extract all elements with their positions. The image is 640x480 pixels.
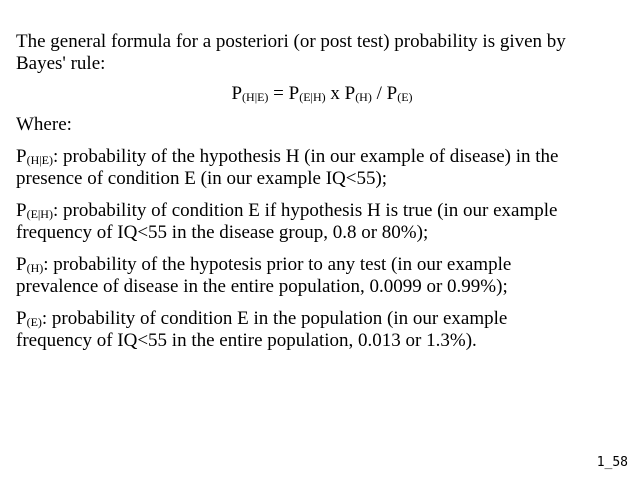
where-label: Where: <box>16 113 72 135</box>
formula-p-evidence: P <box>386 83 398 104</box>
definition-likelihood <box>16 200 628 243</box>
formula-sub-e: (E) <box>397 90 413 104</box>
formula-sub-e-given-h: (E|H) <box>299 90 326 104</box>
slide-number: 1_58 <box>596 455 628 470</box>
definition-line-2: frequency of IQ<55 in the disease group, 0.8 or 80%); <box>16 221 429 243</box>
definition-line-1: : probability of the hypotesis prior to any test (in our example <box>43 254 512 275</box>
intro-line-1: The general formula for a posteriori (or post test) probability is given by <box>16 31 566 52</box>
definition-prior <box>16 254 628 297</box>
definition-line-2: presence of condition E (in our example IQ<55); <box>16 167 388 189</box>
definition-symbol: P <box>16 308 27 329</box>
definition-evidence <box>16 308 628 351</box>
definition-symbol: P <box>16 254 27 275</box>
formula-sub-h: (H) <box>355 90 372 104</box>
definition-line-1: : probability of condition E if hypothesis H is true (in our example <box>52 200 558 221</box>
bayes-formula <box>16 83 628 105</box>
definition-line-1: : probability of the hypothesis H (in our example of disease) in the <box>52 146 559 167</box>
definition-subscript: (E|H) <box>26 207 53 221</box>
intro-paragraph <box>16 31 628 74</box>
definition-symbol: P <box>16 146 27 167</box>
definition-subscript: (H|E) <box>26 153 53 167</box>
formula-p-posterior: P <box>231 83 243 104</box>
formula-equals: = <box>268 83 289 104</box>
definition-symbol: P <box>16 200 27 221</box>
slide-content <box>16 31 628 362</box>
definition-line-2: prevalence of disease in the entire population, 0.0099 or 0.99%); <box>16 275 508 297</box>
definition-posterior <box>16 146 628 189</box>
formula-p-likelihood: P <box>288 83 300 104</box>
definition-line-2: frequency of IQ<55 in the entire population, 0.013 or 1.3%). <box>16 329 477 351</box>
formula-times: x <box>325 83 345 104</box>
definition-line-1: : probability of condition E in the population (in our example <box>41 308 508 329</box>
definition-subscript: (E) <box>26 315 42 329</box>
formula-p-prior: P <box>344 83 356 104</box>
intro-line-2: Bayes' rule: <box>16 52 106 74</box>
formula-sub-h-given-e: (H|E) <box>242 90 269 104</box>
formula-divide: / <box>371 83 387 104</box>
definition-subscript: (H) <box>26 261 44 275</box>
